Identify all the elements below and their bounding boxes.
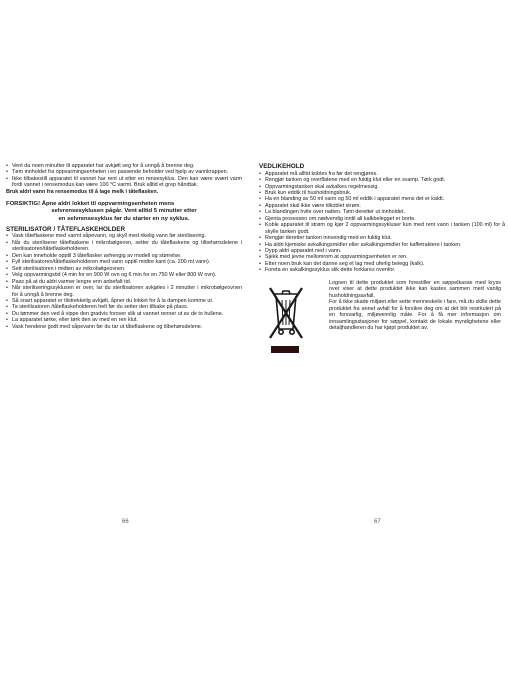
list-item: • Vask hendene godt med såpevann før du tar ut tåteflaskene og tilbehørsdelene. (6, 324, 242, 330)
list-item: • Ha aldri kjemiske avkalkingsmidler eller avkalkingsmidler for kaffetraktere i tanken. (259, 242, 505, 248)
page-number-left: 66 (122, 519, 129, 525)
list-item: • La apparatet tørke, eller tørk den av med en ren klut. (6, 317, 242, 323)
left-page (6, 163, 242, 330)
list-item: • Apparatet skal ikke være tilkoblet strøm. (259, 203, 505, 209)
crossed-out-wheelie-bin-icon (265, 282, 307, 344)
list-item: • Etter noen bruk kan det danne seg et lag med uferlig belegg (kalk). (259, 261, 505, 267)
section-heading-sterilizer: STERILISATOR / TÅTEFLASKEHOLDER (6, 225, 126, 233)
page-number-right: 67 (374, 519, 381, 525)
list-item: • Bruk kun eddik til husholdningsbruk. (259, 190, 505, 196)
list-item: • Når steriliseringssyklusen er over, lar du sterilisatoren avkjøles i 2 minutter i mikrobølgeovnen for å unngå å brenne deg. (6, 285, 242, 298)
list-item: • Pass på at du aldri varmer lengre enn anbefalt tid. (6, 279, 242, 285)
right-page (259, 163, 505, 380)
list-item: • Ha en blanding av 50 ml vann og 50 ml eddik i apparatet mens det er kaldt. (259, 196, 505, 202)
recycling-paragraph: For å ikke skade miljøet eller sette menneskeliv i fare, må du skille dette produktet fra annet avfall for å forsikre deg om at det blir resirkulert på en forsvarlig, miljøvennlig måte. For å få mer informasjon om innsamlingsstasjoner for søppel, kontakt de lokale myndighetene eller detaljhandleren du har kjøpt produktet av. (329, 299, 501, 332)
list-item: • Sjekk med jevne mellomrom at oppvarmingsenheten er ren. (259, 254, 505, 260)
sterilizer-list (6, 233, 242, 330)
maintenance-list (259, 171, 505, 274)
caution-label: FORSIKTIG! (6, 201, 41, 208)
list-item: • Du tømmer den ved å vippe den gradvis forover slik at vannet renner ut av de to hullene. (6, 311, 242, 317)
list-item: • Vent da noen minutter til apparatet har avkjølt seg for å unngå å brenne deg. (6, 163, 242, 169)
bin-underline-bar (271, 346, 299, 353)
section-heading-maintenance: VEDLIKEHOLD (259, 163, 305, 170)
list-item: • Når du steriliserer tåteflaskene i mikrobølgeovn, setter du tåteflaskene og tilbehørsdelene i sterilisatoren/tåteflaskeholderen. (6, 240, 242, 253)
list-item: • Rengjør tanken og overflatene med en fuktig klut eller en svamp. Tørk godt. (259, 177, 505, 183)
list-item: • Oppvarmingstanken skal avkalkes regelmessig. (259, 184, 505, 190)
list-item: • Den kan inneholde opptil 3 tåteflasker avhengig av modell og størrelse. (6, 253, 242, 259)
caution-text-1: Åpne aldri lokket til oppvarmingsenheten mens (41, 201, 175, 208)
list-item: • La blandingen hvile over natten. Tøm deretter ut innholdet. (259, 209, 505, 215)
list-item: • Fyll sterilisatoren/tåteflaskeholderen med vann opptil midtre kant (ca. 200 ml vann). (6, 259, 242, 265)
list-item: • Apparatet må alltid kobles fra før det rengjøres. (259, 171, 505, 177)
list-item: • Koble apparatet til strøm og kjør 2 oppvarmingssykluser kun med rent vann i tanken (100 ml) for å skylle tanken godt. (259, 222, 505, 235)
list-item: • Dypp aldri apparatet ned i vann. (259, 248, 505, 254)
list-item: • Foreta en avkalkingssyklus slik dette forklares ovenfor. (259, 267, 505, 273)
caution-note (6, 201, 242, 223)
list-item: • Sett sterilisatoren i midten av mikrobølgeovnen. (6, 266, 242, 272)
caution-text-3: en selvrensesyklus før du starter en ny syklus. (58, 215, 190, 222)
recycling-text (329, 280, 501, 332)
list-item: • Så snart apparatet er tilstrekkelig avkjølt, åpner du lokket for å la dampen komme ut. (6, 298, 242, 304)
recycling-paragraph: Logoen til dette produktet som forestiller en søppelkasse med kryss over viser at dette produktet ikke kan kastes sammen med vanlig husholdningsavfall. (329, 279, 501, 299)
milk-warning: Bruk aldri vann fra rensemodus til å lage melk i tåteflasken. (6, 188, 159, 195)
list-item: • Vask tåteflaskene med varmt såpevann, og skyll med rikelig vann før sterilisering. (6, 233, 242, 239)
list-item: • Gjenta prosessen om nødvendig inntil all kalkbelegget er borte. (259, 216, 505, 222)
list-item: • Rengjør deretter tanken innvendig med en fuktig klut. (259, 235, 505, 241)
recycling-notice (259, 280, 505, 380)
list-item: • Tøm innholdet fra oppvarmingsenheten i en passende beholder ved hjelp av vannkrappen. (6, 169, 242, 175)
intro-list (6, 163, 242, 189)
list-item: • Velg oppvarmingstid (4 min for en 900 W ovn og 6 min for en 750 W eller 800 W ovn). (6, 272, 242, 278)
list-item: • Ikke tilbakestill apparatet til vannet har rent ut etter en rensesyklus. Den kan være svært varm fordi vannet i rensemodus kan være 100 °C varmt. Bruk alltid et grep håndtak. (6, 176, 242, 189)
caution-text-2: selvrensesyklusen pågår. Vent alltid 5 minutter etter (51, 208, 197, 215)
list-item: • Ta sterilisatoren /tåteflaskeholderen helt før du setter den tilbake på plass. (6, 304, 242, 310)
